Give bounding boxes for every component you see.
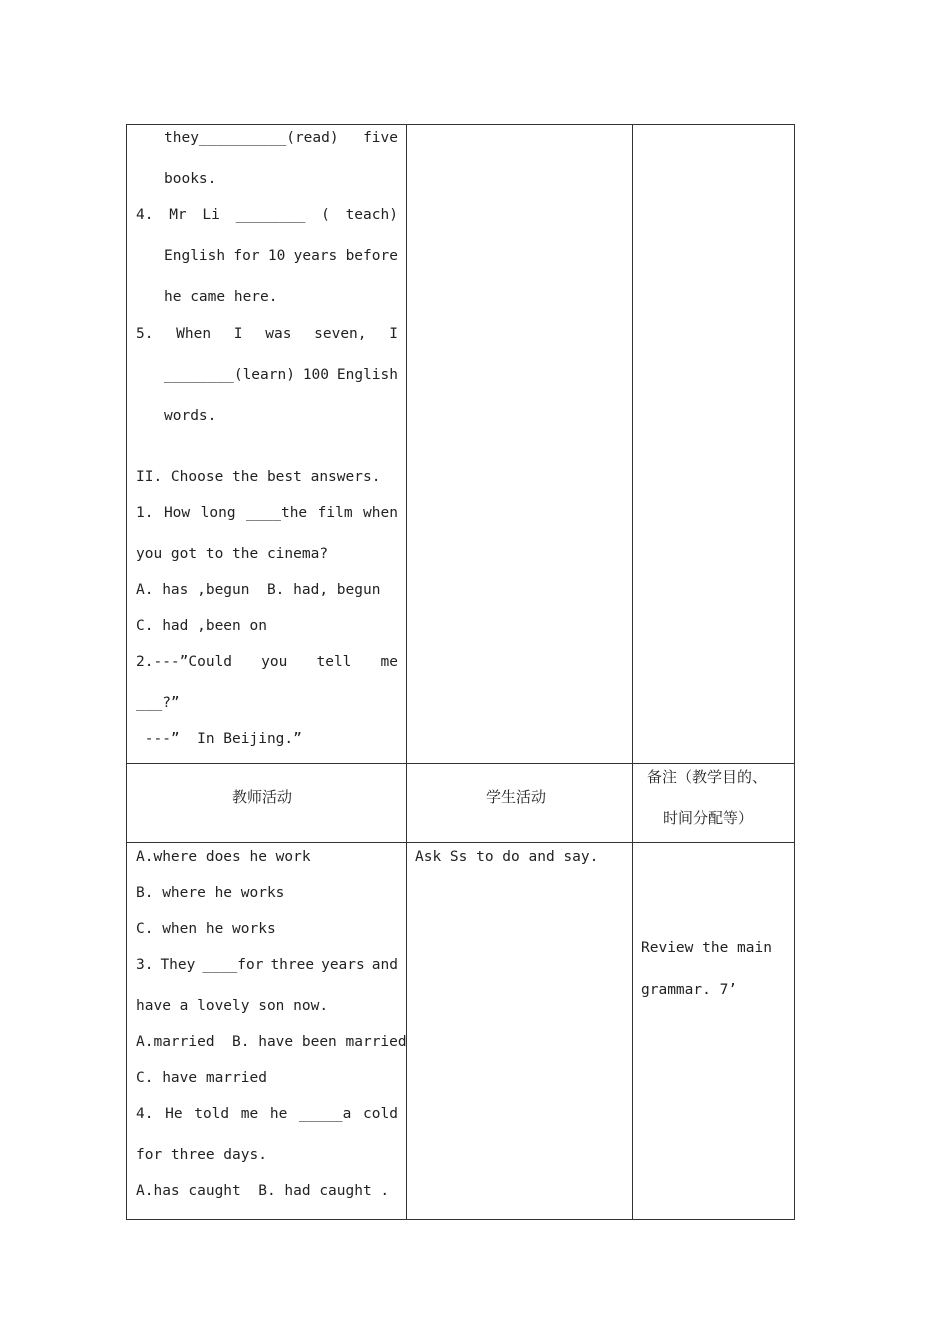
upper-word: ____the [246, 505, 308, 521]
upper-word: five [363, 130, 398, 146]
upper-line [136, 545, 328, 563]
upper-word: ( [321, 207, 330, 223]
lower-word: He [165, 1106, 183, 1122]
upper-word: I [233, 326, 243, 342]
lower-word: years [321, 957, 365, 973]
upper-word: 5. [136, 326, 154, 342]
upper-word: was [265, 326, 292, 342]
column-divider [406, 124, 407, 1220]
lower-word: he [269, 1106, 288, 1122]
notes-line2: grammar. 7’ [641, 982, 738, 998]
lower-word: 3. [136, 957, 154, 973]
lower-word: A.married B. have been married [136, 1034, 407, 1050]
upper-word: for [233, 248, 260, 264]
upper-word: 2.---”Could [136, 654, 233, 670]
upper-line [164, 407, 216, 425]
upper-word: they__________(read) [164, 130, 339, 146]
upper-line [164, 288, 278, 306]
lower-word: A.where does he work [136, 849, 311, 865]
upper-word: ---” In Beijing.” [136, 731, 302, 747]
upper-word: words. [164, 408, 217, 424]
upper-word: teach) [345, 207, 398, 223]
upper-line [136, 730, 302, 748]
lower-line [136, 1146, 267, 1164]
lower-line [136, 1182, 389, 1200]
header-teacher-activity: 教师活动 [232, 788, 293, 806]
lower-line [136, 920, 276, 938]
column-divider [632, 124, 633, 1220]
upper-line [164, 129, 398, 147]
upper-line [164, 247, 398, 265]
upper-line [136, 468, 380, 486]
upper-word: tell [316, 654, 352, 670]
upper-word: seven, [314, 326, 367, 342]
upper-line [136, 581, 380, 599]
lower-line [136, 1105, 398, 1123]
upper-word: Mr [169, 207, 187, 223]
upper-word: ________ [235, 207, 306, 223]
student-activity-text: Ask Ss to do and say. [415, 849, 599, 865]
lower-word: C. when he works [136, 921, 276, 937]
notes-line1: Review the main [641, 940, 772, 956]
row-divider [126, 842, 795, 843]
lower-word: have a lovely son now. [136, 998, 329, 1014]
lower-word: cold [363, 1106, 398, 1122]
upper-word: 1. [136, 505, 154, 521]
lower-word: 4. [136, 1106, 154, 1122]
upper-line [136, 325, 398, 343]
upper-line [136, 617, 267, 635]
lower-line [136, 956, 398, 974]
upper-word: ________(learn) [164, 367, 295, 383]
lower-word: for three days. [136, 1147, 267, 1163]
upper-word: 4. [136, 207, 154, 223]
upper-word: English [336, 367, 398, 383]
upper-word: C. had ,been on [136, 618, 267, 634]
upper-line [136, 504, 398, 522]
upper-word: me [380, 654, 398, 670]
upper-line [164, 170, 216, 188]
upper-word: he came here. [164, 289, 278, 305]
lower-line [136, 1033, 407, 1051]
upper-word: film [317, 505, 353, 521]
upper-word: Li [202, 207, 220, 223]
lower-word: A.has caught B. had caught . [136, 1183, 390, 1199]
lower-word: They [160, 957, 196, 973]
upper-word: before [345, 248, 398, 264]
header-notes-line2: 时间分配等） [663, 809, 754, 827]
header-notes-line1: 备注（教学目的、 [647, 768, 768, 786]
upper-line [164, 366, 398, 384]
header-student-activity: 学生活动 [486, 788, 547, 806]
upper-word: when [363, 505, 398, 521]
lower-line [136, 884, 284, 902]
upper-word: you got to the cinema? [136, 546, 329, 562]
lower-line [136, 1069, 267, 1087]
upper-line [136, 206, 398, 224]
lower-word: three [270, 957, 315, 973]
lower-line [136, 848, 311, 866]
lower-word: ____for [202, 957, 264, 973]
upper-word: English [164, 248, 226, 264]
upper-word: ___?” [136, 695, 180, 711]
upper-word: How [163, 505, 191, 521]
upper-word: 100 [302, 367, 330, 383]
upper-word: A. has ,begun B. had, begun [136, 582, 381, 598]
lower-word: _____a [299, 1106, 352, 1122]
lower-word: and [371, 957, 398, 973]
lower-word: told [194, 1106, 230, 1122]
upper-word: 10 [267, 248, 286, 264]
upper-word: you [261, 654, 288, 670]
lower-word: B. where he works [136, 885, 285, 901]
lower-word: me [240, 1106, 259, 1122]
upper-word: II. Choose the best answers. [136, 469, 381, 485]
upper-line [136, 653, 398, 671]
upper-word: years [293, 248, 338, 264]
lower-line [136, 997, 328, 1015]
row-divider [126, 763, 795, 764]
upper-line [136, 694, 180, 712]
lower-word: C. have married [136, 1070, 267, 1086]
upper-word: When [176, 326, 212, 342]
upper-word: I [389, 326, 398, 342]
upper-word: books. [164, 171, 217, 187]
upper-word: long [200, 505, 236, 521]
